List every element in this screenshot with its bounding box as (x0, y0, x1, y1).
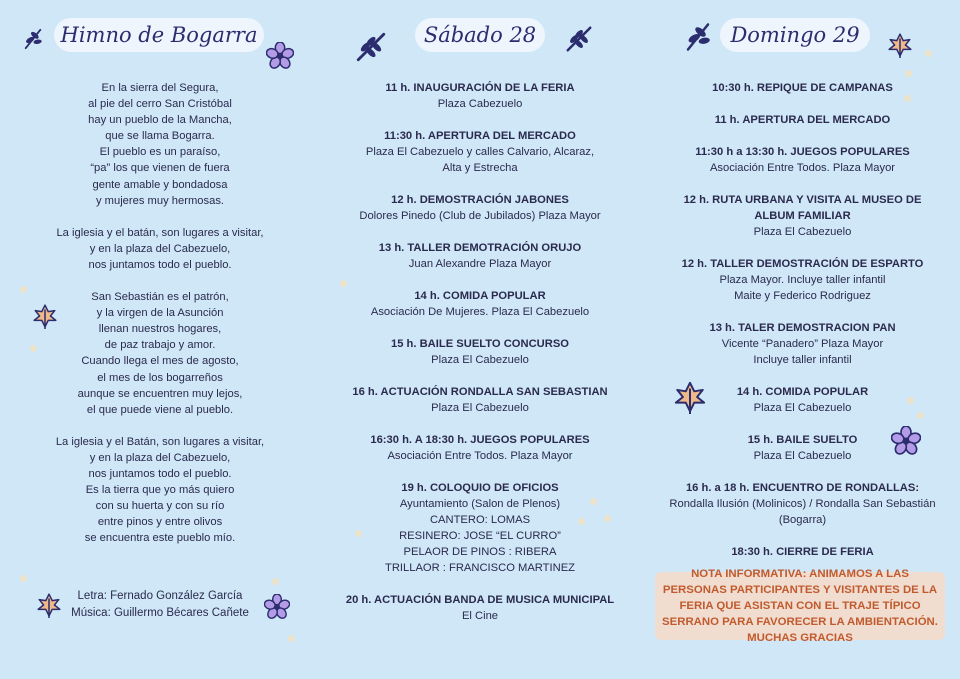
flower-icon (264, 594, 290, 620)
leaf-icon (887, 32, 913, 58)
lyric-line: que se llama Bogarra. (105, 130, 215, 143)
event-title: 12 h. RUTA URBANA Y VISITA AL MUSEO DE ALBUM FAMILIAR (683, 194, 922, 222)
sprig-icon (22, 26, 44, 52)
event-title: 11 h. APERTURA DEL MERCADO (714, 114, 891, 126)
credit-music: Música: Guillermo Bécares Cañete (71, 606, 249, 619)
event-detail: Alta y Estrecha (442, 162, 518, 174)
lyric-line: y la virgen de la Asunción (96, 307, 224, 320)
event-item (320, 80, 640, 112)
leaf-icon (36, 590, 62, 620)
event-title: 15 h. BAILE SUELTO CONCURSO (391, 338, 569, 350)
lyric-line: y en la plaza del Cabezuelo, (89, 451, 231, 464)
event-title: 13 h. TALER DEMOSTRACION PAN (709, 322, 896, 334)
event-detail: Asociación Entre Todos. Plaza Mayor (387, 450, 573, 462)
event-title: 16:30 h. A 18:30 h. JUEGOS POPULARES (370, 434, 590, 446)
sunday-title: Domingo 29 (730, 23, 860, 47)
event-detail: Plaza El Cabezuelo y calles Calvario, Alcaraz, (365, 146, 595, 158)
credit-lyrics: Letra: Fernado González García (77, 590, 243, 602)
event-detail: Plaza Mayor. Incluye taller infantil (719, 274, 886, 286)
event-title: 15 h. BAILE SUELTO (747, 434, 858, 446)
event-detail: Plaza El Cabezuelo (753, 450, 852, 462)
event-detail: Asociación De Mujeres. Plaza El Cabezuelo (370, 306, 590, 318)
lyric-line: Cuando llega el mes de agosto, (81, 355, 239, 368)
event-item (320, 336, 640, 368)
event-item (320, 288, 640, 320)
event-title: 14 h. COMIDA POPULAR (414, 290, 546, 302)
event-item (665, 144, 940, 176)
event-title: 11:30 h. APERTURA DEL MERCADO (384, 130, 576, 142)
event-detail: Ayuntamiento (Salon de Plenos) (399, 498, 561, 510)
lyric-line: gente amable y bondadosa (92, 178, 228, 191)
event-item (320, 128, 640, 176)
event-detail: Dolores Pinedo (Club de Jubilados) Plaza Mayor (359, 210, 601, 222)
stanza-2 (20, 225, 300, 273)
info-note-text: NOTA INFORMATIVA: ANIMAMOS A LAS PERSONAS PARTICIPANTES Y VISITANTES DE LA FERIA QUE ASISTAN CON EL TRAJE TÍPICO SERRANO PARA FAVORECER LA AMBIENTACIÓN. MUCHAS GRACIAS (662, 568, 938, 644)
hymn-title-pill (54, 18, 264, 52)
event-detail: Juan Alexandre Plaza Mayor (408, 258, 552, 270)
event-detail: El Cine (461, 610, 499, 622)
event-detail: Plaza El Cabezuelo (431, 402, 529, 414)
lyric-line: hay un pueblo de la Mancha, (88, 114, 232, 127)
event-detail: Asociación Entre Todos. Plaza Mayor (709, 162, 896, 174)
event-detail: CANTERO: LOMAS (429, 514, 531, 526)
leaf-icon (673, 376, 707, 418)
hymn-lyrics (20, 80, 300, 562)
event-detail: Maite y Federico Rodriguez (734, 290, 871, 302)
event-title: 14 h. COMIDA POPULAR (736, 386, 869, 398)
stanza-3 (20, 289, 300, 418)
event-item (320, 592, 640, 624)
hymn-credits (20, 588, 300, 621)
event-item (665, 544, 940, 560)
leaf-icon (32, 300, 58, 332)
branch-icon (354, 30, 388, 64)
lyric-line: “pa” los que vienen de fuera (90, 162, 230, 175)
event-detail: Plaza El Cabezuelo (431, 354, 529, 366)
event-item (665, 112, 940, 128)
lyric-line: entre pinos y entre olivos (97, 516, 223, 529)
lyric-line: y en la plaza del Cabezuelo, (89, 242, 231, 255)
lyric-line: nos juntamos todo el pueblo. (88, 258, 232, 271)
event-detail: Plaza El Cabezuelo (753, 402, 852, 414)
lyric-line: La iglesia y el batán, son lugares a visitar, (56, 226, 264, 239)
event-title: 13 h. TALLER DEMOTRACIÓN ORUJO (378, 242, 582, 254)
event-title: 11:30 h a 13:30 h. JUEGOS POPULARES (695, 146, 910, 158)
event-item (665, 480, 940, 528)
lyric-line: y mujeres muy hermosas. (95, 194, 225, 207)
event-item (320, 432, 640, 464)
event-title: 20 h. ACTUACIÓN BANDA DE MUSICA MUNICIPAL (345, 594, 615, 606)
sunday-events (665, 80, 940, 576)
lyric-line: La iglesia y el Batán, son lugares a visitar, (55, 435, 265, 448)
stanza-4 (20, 434, 300, 547)
saturday-title: Sábado 28 (423, 23, 537, 47)
lyric-line: se encuentra este pueblo mío. (84, 532, 236, 545)
sprig-icon (683, 20, 713, 54)
event-detail: Incluye taller infantil (753, 354, 852, 366)
stanza-1 (20, 80, 300, 209)
lyric-line: aunque se encuentren muy lejos, (77, 387, 243, 400)
event-detail: RESINERO: JOSE “EL CURRO” (399, 530, 561, 542)
event-item (320, 384, 640, 416)
event-item (665, 80, 940, 96)
event-item (320, 480, 640, 576)
flower-icon (891, 426, 921, 456)
lyric-line: El pueblo es un paraíso, (99, 146, 221, 159)
lyric-line: nos juntamos todo el pueblo. (88, 467, 232, 480)
saturday-events (320, 80, 640, 640)
event-title: 19 h. COLOQUIO DE OFICIOS (401, 482, 559, 494)
hymn-column (0, 0, 305, 679)
lyric-line: llenan nuestros hogares, (98, 323, 222, 336)
event-detail: Rondalla Ilusión (Molinicos) / Rondalla San Sebastián (Bogarra) (669, 498, 936, 526)
event-item (665, 320, 940, 368)
event-title: 16 h. a 18 h. ENCUENTRO DE RONDALLAS: (685, 482, 920, 494)
event-title: 12 h. TALLER DEMOSTRACIÓN DE ESPARTO (681, 258, 924, 270)
event-title: 11 h. INAUGURACIÓN DE LA FERIA (385, 82, 575, 94)
info-note (655, 568, 945, 644)
saturday-title-pill (415, 18, 545, 52)
flower-icon (266, 42, 294, 70)
saturday-column (320, 0, 640, 679)
event-detail: TRILLAOR : FRANCISCO MARTINEZ (384, 562, 575, 574)
lyric-line: Es la tierra que yo más quiero (85, 484, 235, 497)
hymn-title: Himno de Bogarra (60, 23, 258, 47)
event-detail: Plaza El Cabezuelo (753, 226, 852, 238)
event-title: 12 h. DEMOSTRACIÓN JABONES (391, 194, 569, 206)
branch-icon (564, 24, 594, 54)
lyric-line: con su huerta y con su río (95, 500, 225, 513)
event-title: 16 h. ACTUACIÓN RONDALLA SAN SEBASTIAN (352, 386, 608, 398)
event-title: 18:30 h. CIERRE DE FERIA (731, 546, 874, 558)
event-detail: Vicente “Panadero” Plaza Mayor (721, 338, 884, 350)
event-item (320, 240, 640, 272)
event-detail: PELAOR DE PINOS : RIBERA (403, 546, 557, 558)
lyric-line: En la sierra del Segura, (101, 82, 219, 94)
event-detail: Plaza Cabezuelo (437, 98, 523, 110)
event-title: 10:30 h. REPIQUE DE CAMPANAS (712, 82, 893, 94)
sunday-title-pill (720, 18, 870, 52)
event-item (320, 192, 640, 224)
lyric-line: de paz trabajo y amor. (104, 339, 216, 352)
lyric-line: al pie del cerro San Cristóbal (88, 98, 232, 111)
event-item (665, 256, 940, 304)
lyric-line: el que puede viene al pueblo. (86, 403, 234, 416)
event-item (665, 192, 940, 240)
lyric-line: San Sebastián es el patrón, (91, 291, 229, 304)
lyric-line: el mes de los bogarreños (97, 371, 223, 384)
